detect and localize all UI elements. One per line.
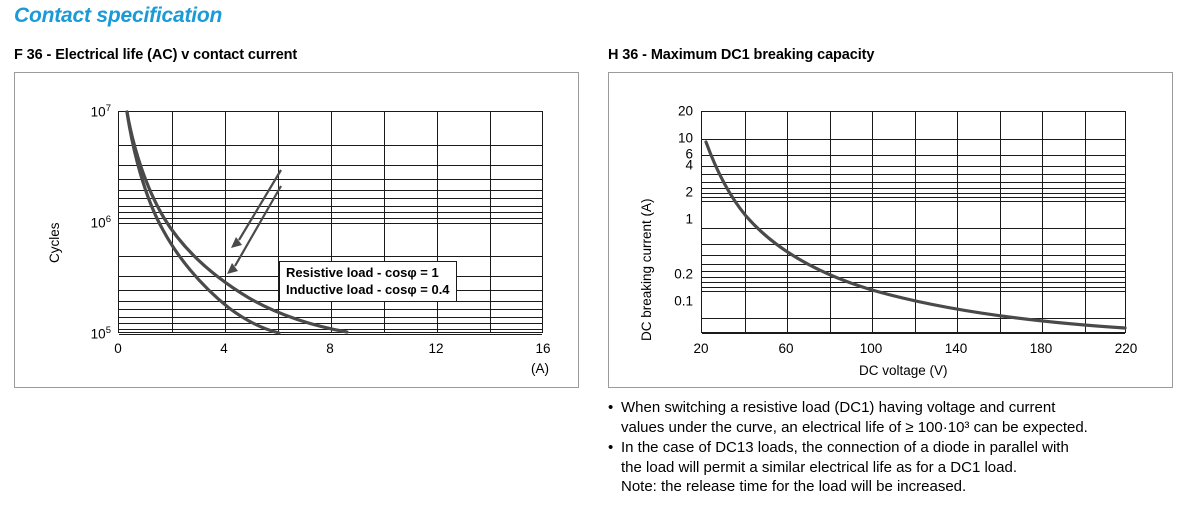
note-item bbox=[608, 438, 1178, 497]
y-tick-right-6: 0.2 bbox=[674, 266, 693, 282]
y-tick-right-3: 4 bbox=[685, 157, 693, 173]
y-tick-left-2: $10^5$ bbox=[90, 324, 111, 342]
legend-item-0: Resistive load - cosφ = 1 bbox=[286, 265, 439, 280]
y-axis-label-left: Cycles bbox=[47, 222, 62, 263]
x-tick-right-0: 20 bbox=[693, 341, 709, 356]
note-item bbox=[608, 398, 1178, 437]
notes-list bbox=[608, 398, 1178, 498]
note-line: In the case of DC13 loads, the connection of a diode in parallel with bbox=[621, 439, 1069, 456]
x-tick-left-0: 0 bbox=[114, 341, 122, 356]
chart-dc1-breaking-capacity bbox=[608, 72, 1173, 388]
y-tick-right-0: 20 bbox=[677, 103, 693, 119]
plot-area-right bbox=[701, 111, 1126, 333]
y-tick-right-4: 2 bbox=[685, 184, 693, 200]
y-tick-right-2: 6 bbox=[685, 146, 693, 162]
chart-title-left: F 36 - Electrical life (AC) v contact current bbox=[14, 47, 298, 63]
chart-electrical-life-ac bbox=[14, 72, 579, 388]
bullet-icon: • bbox=[608, 439, 614, 456]
y-tick-right-5: 1 bbox=[685, 211, 693, 227]
y-tick-left-0: $10^7$ bbox=[90, 102, 111, 120]
x-axis-label-right: DC voltage (V) bbox=[859, 363, 948, 378]
note-line: values under the curve, an electrical life of ≥ 100·10³ can be expected. bbox=[621, 418, 1088, 436]
x-tick-right-2: 100 bbox=[859, 341, 883, 356]
x-tick-right-3: 140 bbox=[944, 341, 968, 356]
bullet-icon: • bbox=[608, 399, 614, 416]
legend-item-1: Inductive load - cosφ = 0.4 bbox=[286, 282, 450, 297]
note-line: the load will permit a similar electrical life as for a DC1 load. bbox=[621, 458, 1017, 476]
x-tick-left-4: 16 bbox=[535, 341, 551, 356]
y-tick-left-1: $10^6$ bbox=[90, 213, 111, 231]
page-title: Contact specification bbox=[14, 4, 223, 27]
chart-title-right: H 36 - Maximum DC1 breaking capacity bbox=[608, 47, 875, 63]
x-tick-left-3: 12 bbox=[428, 341, 444, 356]
x-tick-left-1: 4 bbox=[220, 341, 228, 356]
note-line: When switching a resistive load (DC1) having voltage and current bbox=[621, 399, 1056, 416]
y-tick-right-7: 0.1 bbox=[674, 293, 693, 309]
y-axis-label-right: DC breaking current (A) bbox=[639, 198, 654, 341]
x-tick-right-5: 220 bbox=[1114, 341, 1138, 356]
legend-left bbox=[279, 261, 457, 302]
x-axis-label-left: (A) bbox=[531, 361, 549, 376]
note-line: Note: the release time for the load will be increased. bbox=[621, 478, 967, 495]
y-tick-right-1: 10 bbox=[677, 130, 693, 146]
x-tick-right-4: 180 bbox=[1029, 341, 1053, 356]
x-tick-right-1: 60 bbox=[778, 341, 794, 356]
x-tick-left-2: 8 bbox=[326, 341, 334, 356]
